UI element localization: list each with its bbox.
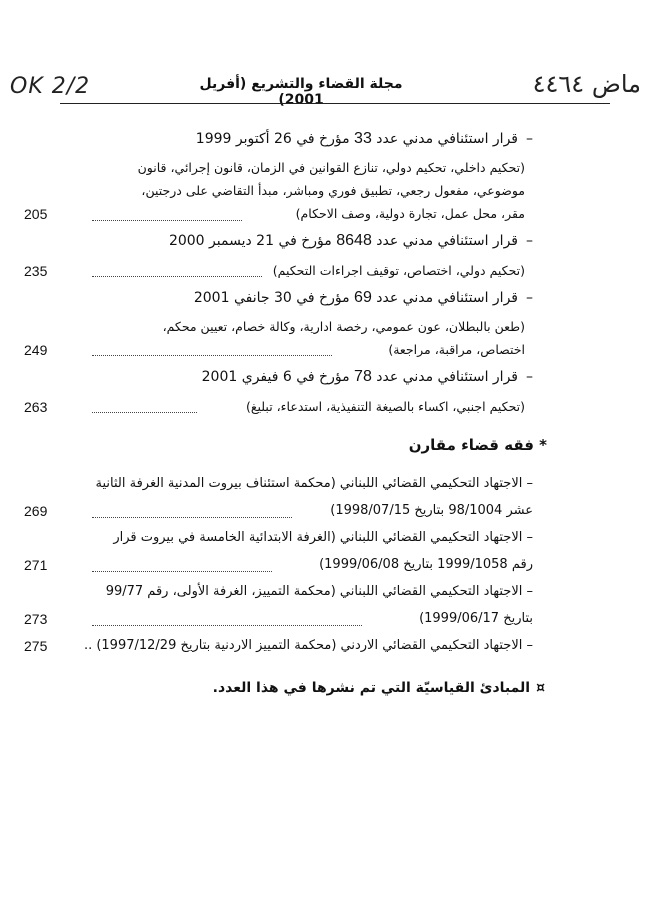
page-number: 249 bbox=[24, 342, 48, 358]
ruling-keywords: (تحكيم اجنبي، اكساء بالصيغة التنفيذية، استدعاء، تبليغ) bbox=[245, 399, 525, 414]
page-number: 269 bbox=[24, 503, 48, 519]
comparative-item-line: بتاريخ 1999/06/17) bbox=[419, 611, 533, 626]
dot-leader bbox=[92, 355, 332, 357]
ruling-number: 78 bbox=[354, 368, 372, 385]
ruling-date: مؤرخ في 30 جانفي 2001 bbox=[193, 290, 350, 306]
page-number: 235 bbox=[24, 263, 48, 279]
page-number: 271 bbox=[24, 557, 48, 573]
ruling-keywords: اختصاص، مراقبة، مراجعة) bbox=[388, 342, 525, 357]
journal-title: مجلة القضاء والتشريع (أفريل 2001) bbox=[199, 76, 403, 108]
page-number: 275 bbox=[24, 638, 48, 654]
ruling-keywords: مقر، محل عمل، تجارة دولية، وصف الاحكام) bbox=[295, 206, 525, 221]
dot-leader bbox=[92, 571, 272, 573]
ruling-prefix: قرار استئنافي مدني عدد bbox=[376, 369, 518, 385]
section-title: * فقه قضاء مقارن bbox=[408, 436, 547, 454]
ruling-prefix: قرار استئنافي مدني عدد bbox=[376, 233, 518, 249]
comparative-item-line: عشر 98/1004 بتاريخ 1998/07/15) bbox=[330, 503, 533, 518]
comparative-item-line: – الاجتهاد التحكيمي القضائي اللبناني (الغرفة الابتدائية الخامسة في بيروت قرار bbox=[113, 530, 533, 545]
ruling-keywords: موضوعي، مفعول رجعي، تطبيق فوري ومباشر، مبدأ التقاضي على درجتين، bbox=[141, 183, 525, 198]
ruling-keywords: (تحكيم دولي، اختصاص، توقيف اجراءات التحكيم) bbox=[272, 263, 525, 278]
handwritten-note-left: OK 2/2 bbox=[10, 74, 91, 99]
ruling-prefix: قرار استئنافي مدني عدد bbox=[376, 290, 518, 306]
dot-leader bbox=[92, 412, 197, 414]
ruling-date: مؤرخ في 26 أكتوبر 1999 bbox=[195, 131, 350, 147]
header-divider bbox=[60, 103, 610, 105]
star-icon: ¤ bbox=[536, 680, 545, 696]
ruling-keywords: (طعن بالبطلان، عون عمومي، رخصة ادارية، وكالة خصام، تعيين محكم، bbox=[162, 319, 525, 334]
comparative-item-line: – الاجتهاد التحكيمي القضائي اللبناني (محكمة التمييز، الغرفة الأولى، رقم 99/77 bbox=[105, 584, 533, 599]
ruling-number: 33 bbox=[354, 130, 372, 147]
comparative-item-line: – الاجتهاد التحكيمي القضائي الاردني (محكمة التمييز الاردنية بتاريخ 1997/12/29) .. bbox=[83, 638, 533, 653]
handwritten-note-right: ماض ٤٤٦٤ bbox=[532, 70, 641, 98]
footer-note bbox=[213, 680, 545, 696]
dot-leader bbox=[92, 220, 242, 222]
ruling-heading: –قرار استئنافي مدني عدد 33 مؤرخ في 26 أكتوبر 1999 bbox=[195, 130, 533, 147]
ruling-heading: –قرار استئنافي مدني عدد 78 مؤرخ في 6 فيفري 2001 bbox=[201, 368, 533, 385]
dot-leader bbox=[92, 625, 362, 627]
ruling-number: 69 bbox=[354, 289, 372, 306]
comparative-item-line: رقم 1999/1058 بتاريخ 1999/06/08) bbox=[319, 557, 533, 572]
page-number: 273 bbox=[24, 611, 48, 627]
comparative-item-line: – الاجتهاد التحكيمي القضائي اللبناني (محكمة استئناف بيروت المدنية الغرفة الثانية bbox=[95, 476, 533, 491]
ruling-date: مؤرخ في 21 ديسمبر 2000 bbox=[168, 233, 332, 249]
dot-leader bbox=[92, 517, 292, 519]
ruling-prefix: قرار استئنافي مدني عدد bbox=[376, 131, 518, 147]
page-number: 205 bbox=[24, 206, 48, 222]
ruling-date: مؤرخ في 6 فيفري 2001 bbox=[201, 369, 350, 385]
page-number: 263 bbox=[24, 399, 48, 415]
footer-note-text: المبادئ القياسيّة التي تم نشرها في هذا العدد. bbox=[212, 680, 531, 696]
ruling-heading: –قرار استئنافي مدني عدد 69 مؤرخ في 30 جانفي 2001 bbox=[193, 289, 533, 306]
ruling-keywords: (تحكيم داخلي، تحكيم دولي، تنازع القوانين في الزمان، قانون إجرائي، قانون bbox=[137, 160, 525, 175]
ruling-number: 8648 bbox=[336, 232, 372, 249]
dot-leader bbox=[92, 276, 262, 278]
ruling-heading: –قرار استئنافي مدني عدد 8648 مؤرخ في 21 ديسمبر 2000 bbox=[168, 232, 533, 249]
